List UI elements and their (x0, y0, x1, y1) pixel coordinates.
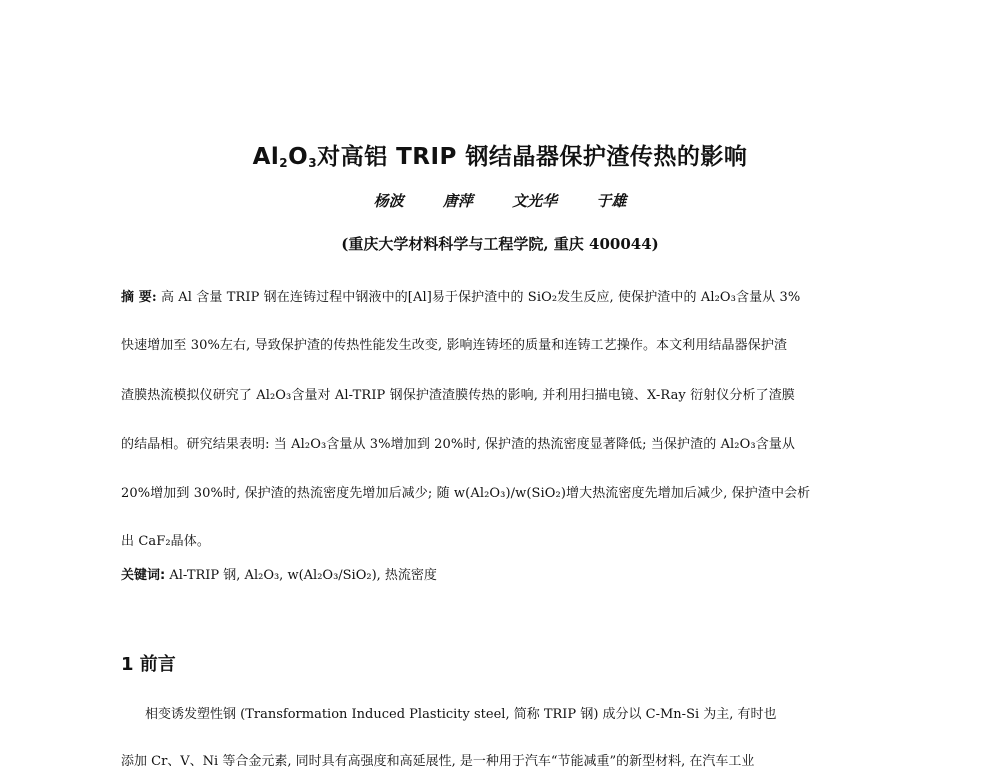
author-name: 唐萍 (442, 192, 473, 210)
author-name: 杨波 (373, 192, 404, 210)
keywords (121, 564, 437, 583)
abstract-text: 高 Al 含量 TRIP 钢在连铸过程中钢液中的[Al]易于保护渣中的 SiO₂发生反应, 使保护渣中的 Al₂O₃含量从 3% (160, 290, 801, 305)
abstract-line-1 (121, 286, 891, 305)
body-line-2: 添加 Cr、V、Ni 等合金元素, 同时具有高强度和高延展性, 是一种用于汽车“节能减重”的新型材料, 在汽车工业 (121, 754, 755, 769)
keywords-label: 关键词: (121, 568, 166, 583)
abstract-line-2: 快速增加至 30%左右, 导致保护渣的传热性能发生改变, 影响连铸坯的质量和连铸工艺操作。本文利用结晶器保护渣 (121, 338, 788, 353)
affiliation: (重庆大学材料科学与工程学院, 重庆 400044) (341, 235, 659, 253)
abstract-label: 摘 要: (121, 290, 157, 305)
abstract-line-5: 20%增加到 30%时, 保护渣的热流密度先增加后减少; 随 w(Al₂O₃)/w(SiO₂)增大热流密度先增加后减少, 保护渣中会析 (121, 486, 811, 501)
title-subscript-2: 2 (279, 156, 289, 170)
body-line-1: 相变诱发塑性钢 (Transformation Induced Plasticity steel, 简称 TRIP 钢) 成分以 C-Mn-Si 为主, 有时也 (145, 707, 777, 722)
title-o: O (288, 144, 309, 170)
abstract-line-4: 的结晶相。研究结果表明: 当 Al₂O₃含量从 3%增加到 20%时, 保护渣的热流密度显著降低; 当保护渣的 Al₂O₃含量从 (121, 437, 795, 452)
author-name: 文光华 (512, 192, 558, 210)
author-name: 于雄 (596, 192, 627, 210)
keywords-text: Al-TRIP 钢, Al₂O₃, w(Al₂O₃/SiO₂), 热流密度 (169, 568, 437, 583)
title-al: Al (252, 144, 280, 170)
section-heading: 1 前言 (121, 654, 176, 675)
abstract-line-3: 渣膜热流模拟仪研究了 Al₂O₃含量对 Al-TRIP 钢保护渣渣膜传热的影响, 并利用扫描电镜、X-Ray 衍射仪分析了渣膜 (121, 388, 795, 403)
abstract-line-6: 出 CaF₂晶体。 (121, 534, 210, 549)
author-list (0, 190, 1000, 211)
paper-title (0, 138, 1000, 171)
title-text: 对高铝 TRIP 钢结晶器保护渣传热的影响 (317, 144, 748, 170)
title-subscript-3: 3 (308, 156, 318, 170)
